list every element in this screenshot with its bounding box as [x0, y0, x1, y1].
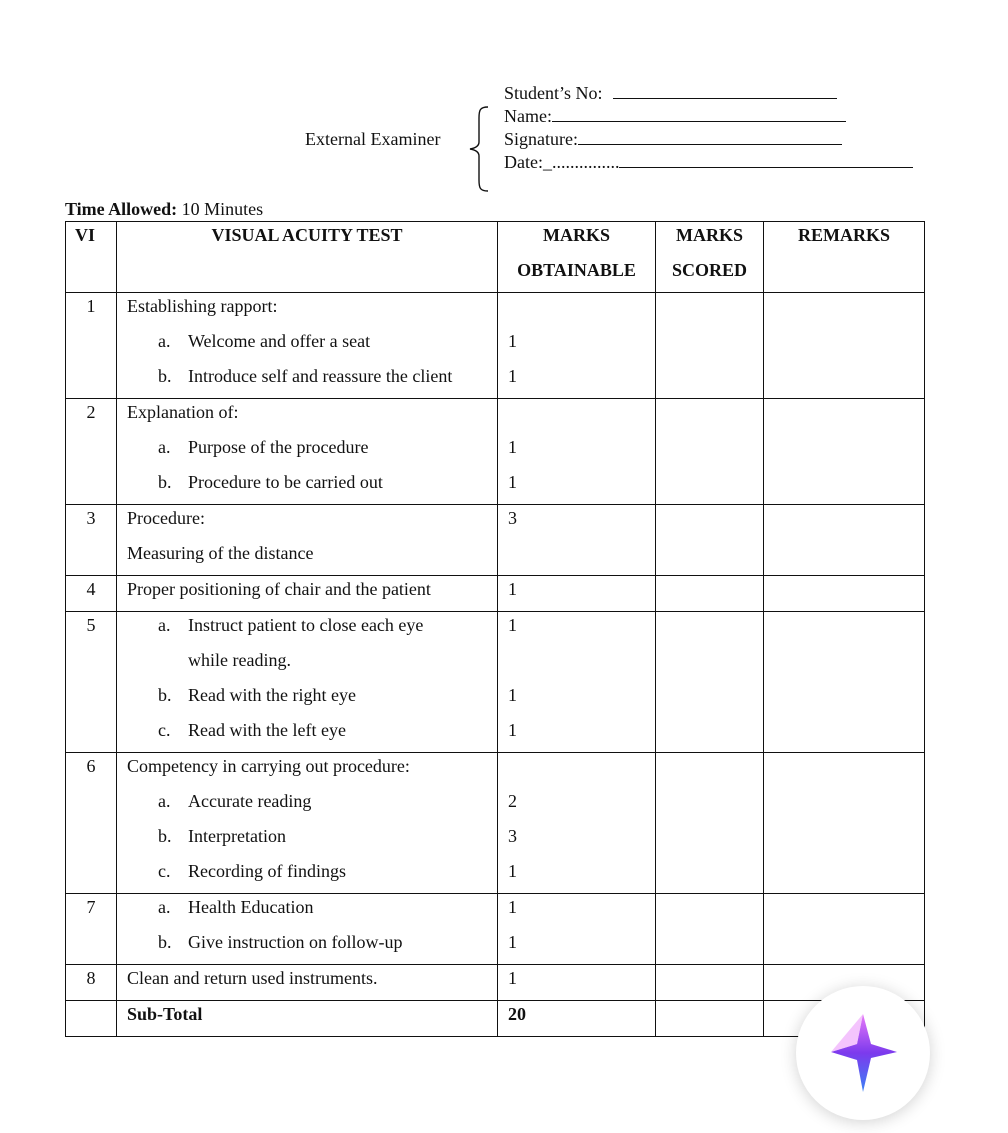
marks-scored-cell[interactable] — [656, 753, 764, 894]
criteria-line — [117, 434, 497, 469]
marks-scored-cell[interactable] — [656, 399, 764, 505]
criteria-cell — [117, 965, 498, 1001]
mark-value: 1 — [508, 437, 517, 457]
marks-obtainable-cell — [498, 753, 656, 894]
item-text: Interpretation — [188, 826, 286, 846]
mark-value: 1 — [508, 932, 517, 952]
subtotal-row — [66, 1001, 925, 1037]
item-text: Competency in carrying out procedure: — [127, 756, 410, 776]
row-number: 7 — [66, 894, 117, 965]
remarks-cell[interactable] — [764, 894, 925, 965]
item-letter: b. — [158, 685, 172, 705]
mark-value — [498, 753, 655, 788]
item-text: Proper positioning of chair and the patient — [127, 579, 431, 599]
subtotal-empty-cell — [66, 1001, 117, 1037]
row-number: 1 — [66, 293, 117, 399]
date-field[interactable] — [504, 151, 913, 174]
student-no-blank[interactable] — [613, 84, 837, 99]
mark-value — [498, 540, 655, 575]
criteria-line — [117, 717, 497, 752]
name-field[interactable] — [504, 105, 913, 128]
item-letter: b. — [158, 366, 172, 386]
criteria-line — [117, 682, 497, 717]
subtotal-label-cell — [117, 1001, 498, 1037]
subtotal-mark-cell — [498, 1001, 656, 1037]
marks-obtainable-cell — [498, 576, 656, 612]
table-row — [66, 965, 925, 1001]
item-text: Establishing rapport: — [127, 296, 278, 316]
criteria-line — [117, 293, 497, 328]
row-number: 6 — [66, 753, 117, 894]
criteria-cell — [117, 894, 498, 965]
item-letter: a. — [158, 331, 171, 351]
name-blank[interactable] — [552, 107, 846, 122]
table-row — [66, 505, 925, 576]
criteria-cell — [117, 293, 498, 399]
criteria-cell — [117, 612, 498, 753]
mark-value: 2 — [508, 791, 517, 811]
sparkle-logo-icon — [827, 1012, 899, 1094]
row-number: 8 — [66, 965, 117, 1001]
mark-value: 1 — [508, 579, 517, 599]
criteria-line — [117, 540, 497, 575]
item-text: Give instruction on follow-up — [188, 932, 403, 952]
date-blank[interactable] — [619, 153, 913, 168]
item-letter: a. — [158, 437, 171, 457]
marks-scored-cell[interactable] — [656, 576, 764, 612]
item-letter: a. — [158, 791, 171, 811]
criteria-line — [117, 612, 497, 647]
subtotal-mark: 20 — [508, 1004, 526, 1024]
mark-value — [498, 647, 655, 682]
mark-value: 1 — [508, 720, 517, 740]
row-number: 2 — [66, 399, 117, 505]
criteria-cell — [117, 399, 498, 505]
time-allowed — [65, 199, 263, 220]
item-letter: a. — [158, 897, 171, 917]
item-letter: a. — [158, 615, 171, 635]
criteria-cell — [117, 753, 498, 894]
signature-field[interactable] — [504, 128, 913, 151]
criteria-line — [117, 788, 497, 823]
header-vi: VI — [66, 222, 117, 293]
mark-value: 1 — [508, 861, 517, 881]
item-text: Procedure to be carried out — [188, 472, 383, 492]
marks-obtainable-cell — [498, 293, 656, 399]
remarks-cell[interactable] — [764, 399, 925, 505]
table-row — [66, 894, 925, 965]
remarks-cell[interactable] — [764, 505, 925, 576]
header-remarks: REMARKS — [764, 222, 925, 293]
item-text: Accurate reading — [188, 791, 312, 811]
remarks-cell[interactable] — [764, 753, 925, 894]
table-header-row — [66, 222, 925, 293]
item-text: Welcome and offer a seat — [188, 331, 371, 351]
marks-scored-cell[interactable] — [656, 894, 764, 965]
item-text: Read with the right eye — [188, 685, 356, 705]
date-dots: _............... — [542, 152, 620, 172]
criteria-line — [117, 858, 497, 893]
criteria-cell — [117, 576, 498, 612]
student-no-label: Student’s No: — [504, 83, 603, 103]
criteria-line — [117, 576, 497, 611]
visual-acuity-rubric-table — [65, 221, 925, 1037]
item-text: Introduce self and reassure the client — [188, 366, 453, 386]
subtotal-label: Sub-Total — [127, 1004, 203, 1024]
header-marks-scored: MARKS SCORED — [656, 222, 764, 293]
item-letter: c. — [158, 861, 171, 881]
mark-value: 1 — [508, 366, 517, 386]
row-number: 3 — [66, 505, 117, 576]
mark-value — [498, 399, 655, 434]
marks-obtainable-cell — [498, 505, 656, 576]
curly-brace-icon — [462, 106, 494, 192]
mark-value: 1 — [508, 615, 517, 635]
item-text: Clean and return used instruments. — [127, 968, 378, 988]
table-row — [66, 399, 925, 505]
student-info-fields — [504, 82, 913, 174]
marks-obtainable-cell — [498, 399, 656, 505]
assistant-logo-badge[interactable] — [796, 986, 930, 1120]
mark-value: 1 — [508, 897, 517, 917]
time-allowed-label: Time Allowed: — [65, 199, 178, 219]
criteria-line — [117, 753, 497, 788]
marks-obtainable-cell — [498, 894, 656, 965]
table-row — [66, 612, 925, 753]
criteria-line — [117, 505, 497, 540]
item-text: Explanation of: — [127, 402, 239, 422]
item-text: Recording of findings — [188, 861, 346, 881]
marks-scored-cell[interactable] — [656, 293, 764, 399]
criteria-line — [117, 965, 497, 1000]
name-label: Name: — [504, 106, 552, 126]
marks-obtainable-cell — [498, 612, 656, 753]
mark-value: 1 — [508, 968, 517, 988]
row-number: 5 — [66, 612, 117, 753]
item-letter: c. — [158, 720, 171, 740]
header-marks-obtainable: MARKS OBTAINABLE — [498, 222, 656, 293]
mark-value — [498, 293, 655, 328]
marks-scored-cell[interactable] — [656, 612, 764, 753]
item-text: Read with the left eye — [188, 720, 346, 740]
item-text: Instruct patient to close each eye — [188, 615, 424, 635]
item-letter: b. — [158, 472, 172, 492]
remarks-cell[interactable] — [764, 612, 925, 753]
item-letter: b. — [158, 932, 172, 952]
date-label: Date: — [504, 152, 543, 172]
signature-blank[interactable] — [578, 130, 842, 145]
item-text: Health Education — [188, 897, 314, 917]
marks-scored-cell[interactable] — [656, 965, 764, 1001]
student-no-field[interactable] — [504, 82, 913, 105]
subtotal-scored-cell[interactable] — [656, 1001, 764, 1037]
criteria-line — [117, 328, 497, 363]
mark-value: 1 — [508, 472, 517, 492]
criteria-line — [117, 399, 497, 434]
criteria-line — [117, 647, 497, 682]
mark-value: 1 — [508, 331, 517, 351]
table-row — [66, 753, 925, 894]
mark-value: 3 — [508, 508, 517, 528]
criteria-line — [117, 894, 497, 929]
item-letter: b. — [158, 826, 172, 846]
item-text: Procedure: — [127, 508, 205, 528]
external-examiner-label: External Examiner — [305, 129, 441, 149]
marks-obtainable-cell — [498, 965, 656, 1001]
time-allowed-value: 10 Minutes — [181, 199, 264, 219]
signature-label: Signature: — [504, 129, 578, 149]
remarks-cell[interactable] — [764, 576, 925, 612]
mark-value: 1 — [508, 685, 517, 705]
table-row — [66, 293, 925, 399]
criteria-line — [117, 929, 497, 964]
item-text: while reading. — [188, 650, 291, 670]
item-text: Purpose of the procedure — [188, 437, 369, 457]
row-number: 4 — [66, 576, 117, 612]
table-row — [66, 576, 925, 612]
criteria-line — [117, 823, 497, 858]
item-text: Measuring of the distance — [127, 543, 314, 563]
criteria-line — [117, 363, 497, 398]
header-test: VISUAL ACUITY TEST — [117, 222, 498, 293]
criteria-line — [117, 469, 497, 504]
marks-scored-cell[interactable] — [656, 505, 764, 576]
mark-value: 3 — [508, 826, 517, 846]
remarks-cell[interactable] — [764, 293, 925, 399]
criteria-cell — [117, 505, 498, 576]
